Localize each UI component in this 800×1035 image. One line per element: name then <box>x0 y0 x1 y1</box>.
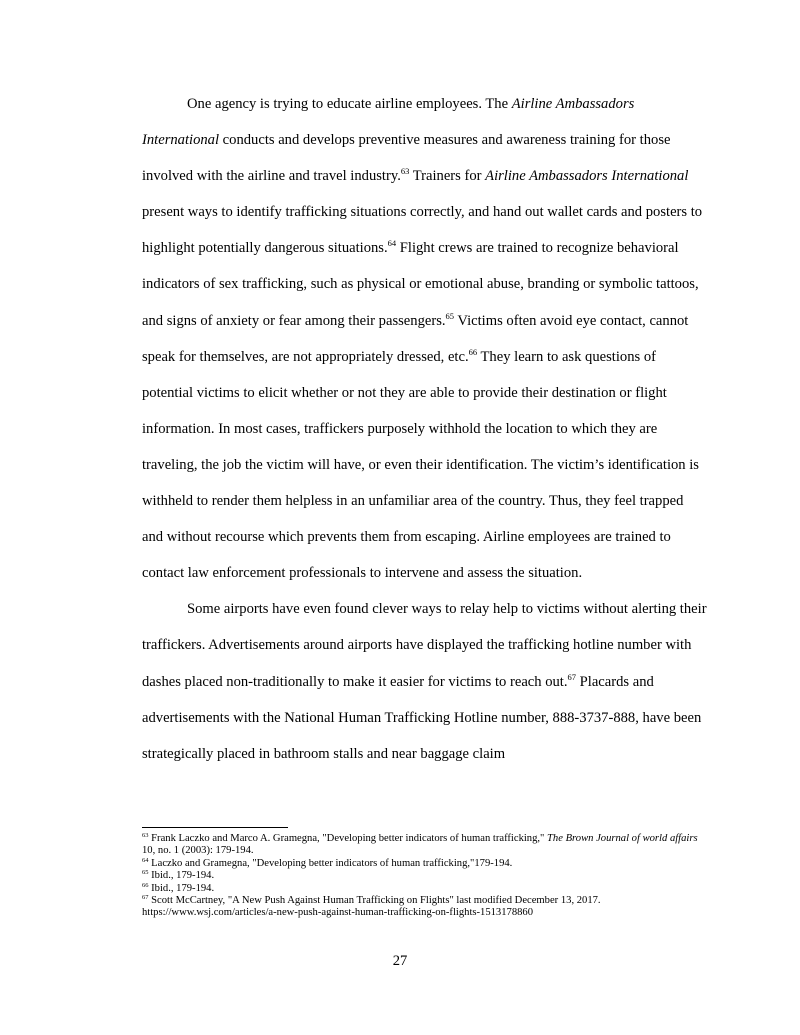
footnote-ref: 63 <box>400 166 410 177</box>
footnote-ref: 65 <box>445 310 455 321</box>
footnote-ref: 64 <box>142 856 149 864</box>
footnote-67: $^{67}$ Scott McCartney, "A New Push Against Human Trafficking on Flights" last modified December 13, 2017. https://www.wsj.com/articles/a-new-push-against-human-trafficking-on-flights-1513178860 <box>142 894 601 919</box>
footnotes <box>142 833 712 920</box>
footnote-ref: 64 <box>387 238 397 249</box>
footnote-ref: 65 <box>142 869 149 877</box>
italic-text: Airline Ambassadors International <box>485 168 689 185</box>
footnote-ref: 67 <box>567 671 577 682</box>
footnote-separator <box>142 827 288 828</box>
footnote-ref: 66 <box>468 346 478 357</box>
footnote-64: $^{64}$ Laczko and Gramegna, "Developing better indicators of human trafficking,"179-194. <box>142 856 513 869</box>
page-number: 27 <box>392 953 408 969</box>
footnote-ref: 67 <box>142 894 149 902</box>
body-paragraph-2: Some airports have even found clever ways to relay help to victims without alerting their traffickers. Advertisements around airports have displayed the trafficking hotline number with dashes placed non-traditionally to make it easier for victims to reach out.$^{67}$ Placards and advertisements with the National Human Trafficking Hotline number, 888-3737-888, have been strategically placed in bathroom stalls and near baggage claim <box>142 601 707 762</box>
italic-text: The Brown Journal of world affairs <box>547 833 698 844</box>
footnote-ref: 66 <box>142 881 149 889</box>
body-paragraph-1: One agency is trying to educate airline employees. The Airline Ambassadors International conducts and develops preventive measures and awareness training for those involved with the airline and travel industry.$^{63}$ Trainers for Airline Ambassadors International present ways to identify trafficking situations correctly, and hand out wallet cards and posters to highlight potentially dangerous situations.$^{64}$ Flight crews are trained to recognize behavioral indicators of sex trafficking, such as physical or emotional abuse, branding or symbolic tattoos, and signs of anxiety or fear among their passengers.$^{65}$ Victims often avoid eye contact, cannot speak for themselves, are not appropriately dressed, etc.$^{66}$ They learn to ask questions of potential victims to elicit whether or not they are able to provide their destination or flight information. In most cases, traffickers purposely withhold the location to which they are traveling, the job the victim will have, or even their identification. The victim’s identification is withheld to render them helpless in an unfamiliar area of the country. Thus, they feel trapped and without recourse which prevents them from escaping. Airline employees are trained to contact law enforcement professionals to intervene and assess the situation. <box>142 96 703 582</box>
footnote-65: $^{65}$ Ibid., 179-194. <box>142 869 215 882</box>
footnote-63: $^{63}$ Frank Laczko and Marco A. Gramegna, "Developing better indicators of human trafficking," The Brown Journal of world affairs 10, no. 1 (2003): 179-194. <box>142 832 698 857</box>
page-body <box>142 86 707 772</box>
footnote-66: $^{66}$ Ibid., 179-194. <box>142 881 215 894</box>
footnote-ref: 63 <box>142 832 149 839</box>
italic-text: Airline Ambassadors International <box>142 96 635 149</box>
